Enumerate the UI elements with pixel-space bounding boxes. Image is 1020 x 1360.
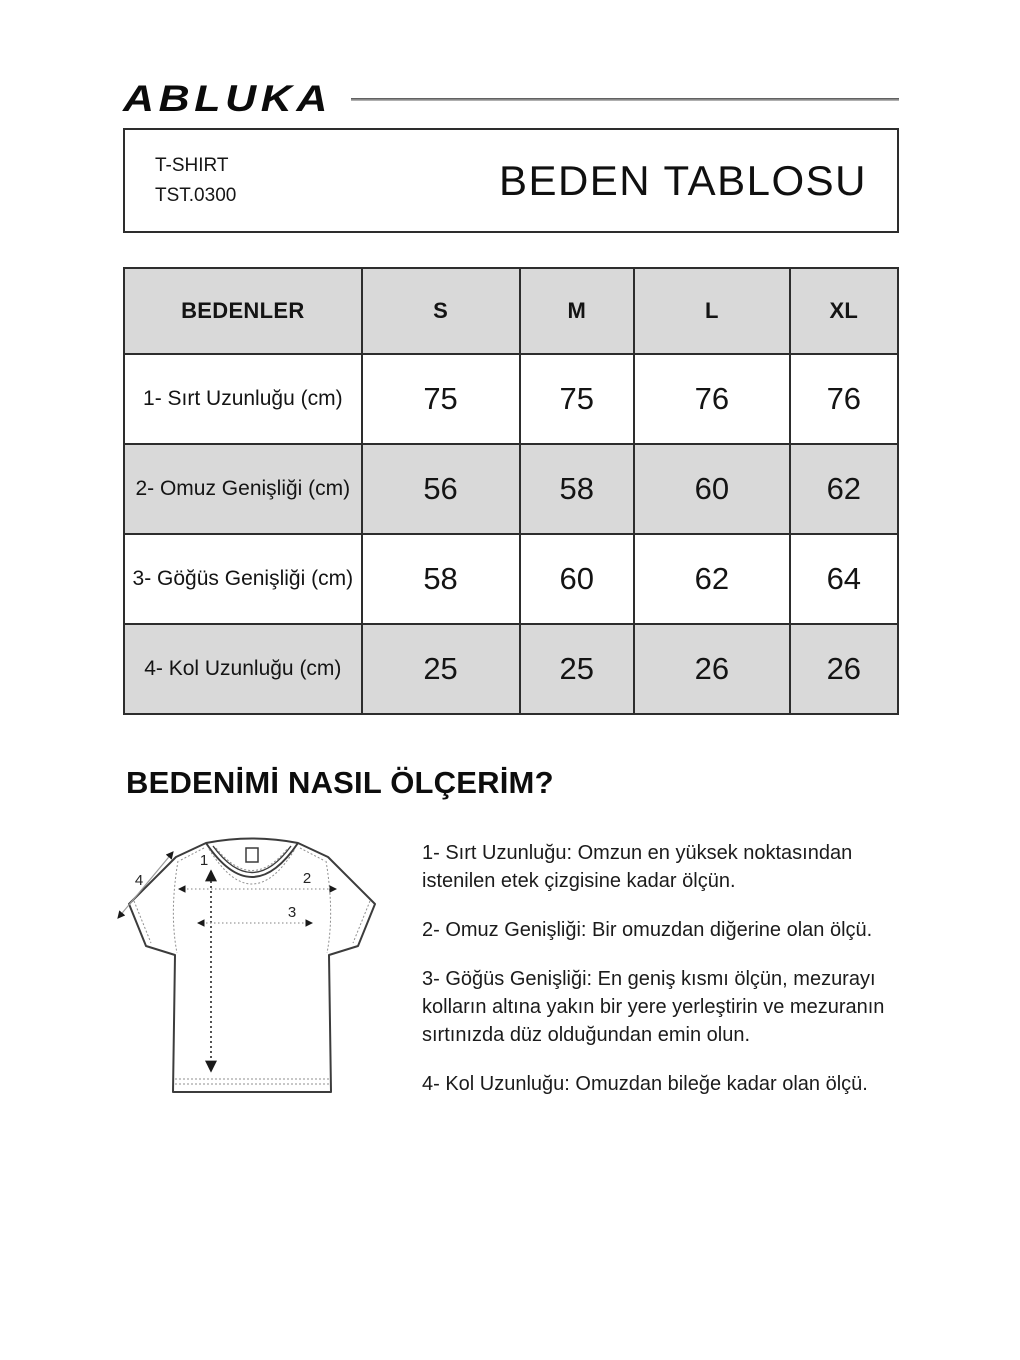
diagram-label-1: 1 [199, 852, 209, 869]
table-row-chest-width [124, 534, 898, 624]
table-row-sleeve-length [124, 624, 898, 714]
col-header-bedenler: BEDENLER [124, 268, 362, 354]
size-table-header-row [124, 268, 898, 354]
measure-section [123, 827, 899, 1119]
size-value-cell: 75 [520, 354, 635, 444]
table-row-shoulder-width [124, 444, 898, 534]
size-value-cell: 26 [790, 624, 898, 714]
product-code: TST.0300 [155, 184, 237, 206]
row-label: 1- Sırt Uzunluğu (cm) [124, 354, 362, 444]
product-name: T-SHIRT [155, 154, 229, 176]
brand-logo: ABLUKA [123, 78, 333, 119]
diagram-label-3: 3 [287, 904, 297, 921]
size-table [123, 267, 899, 715]
table-row-back-length [124, 354, 898, 444]
col-header-xl: XL [790, 268, 898, 354]
row-label: 4- Kol Uzunluğu (cm) [124, 624, 362, 714]
row-label: 3- Göğüs Genişliği (cm) [124, 534, 362, 624]
size-value-cell: 76 [790, 354, 898, 444]
how-to-heading: BEDENİMİ NASIL ÖLÇERİM? [126, 765, 554, 800]
size-value-cell: 58 [520, 444, 635, 534]
size-value-cell: 62 [634, 534, 790, 624]
collar-tag [246, 848, 258, 862]
size-value-cell: 60 [634, 444, 790, 534]
instruction-shoulder-width: 2- Omuz Genişliği: Bir omuzdan diğerine olan ölçü. [422, 919, 873, 941]
size-value-cell: 58 [362, 534, 520, 624]
size-value-cell: 25 [520, 624, 635, 714]
title-box [123, 128, 899, 233]
product-info [155, 151, 236, 211]
instructions-list [422, 827, 899, 1119]
col-header-s: S [362, 268, 520, 354]
tshirt-outline [129, 839, 375, 1093]
diagram-label-4: 4 [134, 872, 144, 889]
size-value-cell: 60 [520, 534, 635, 624]
size-value-cell: 25 [362, 624, 520, 714]
tshirt-measurement-diagram [100, 827, 400, 1107]
diagram-label-2: 2 [302, 870, 312, 887]
col-header-m: M [520, 268, 635, 354]
row-label: 2- Omuz Genişliği (cm) [124, 444, 362, 534]
size-value-cell: 64 [790, 534, 898, 624]
instruction-sleeve-length: 4- Kol Uzunluğu: Omuzdan bileğe kadar olan ölçü. [422, 1073, 868, 1095]
size-value-cell: 62 [790, 444, 898, 534]
instruction-chest-width: 3- Göğüs Genişliği: En geniş kısmı ölçün, mezurayı kolların altına yakın bir yere yerleştirin ve mezuranın sırtınızda düz olduğundan emin olun. [422, 968, 885, 1046]
col-header-l: L [634, 268, 790, 354]
logo-rule-line [351, 98, 899, 101]
size-value-cell: 26 [634, 624, 790, 714]
instruction-back-length: 1- Sırt Uzunluğu: Omzun en yüksek noktasından istenilen etek çizgisine kadar ölçün. [422, 842, 853, 892]
size-value-cell: 75 [362, 354, 520, 444]
size-value-cell: 56 [362, 444, 520, 534]
size-value-cell: 76 [634, 354, 790, 444]
page-title: BEDEN TABLOSU [498, 156, 867, 204]
brand-row [123, 78, 899, 119]
